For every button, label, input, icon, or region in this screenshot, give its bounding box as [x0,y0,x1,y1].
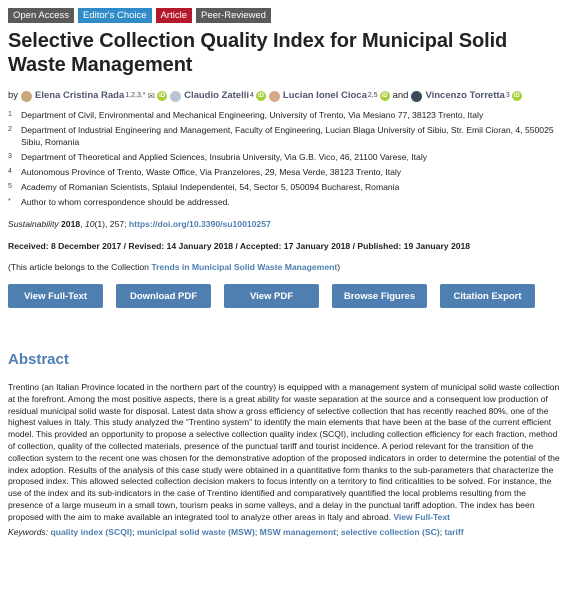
article-title: Selective Collection Quality Index for Municipal Solid Waste Management [8,30,508,76]
article-type-badge: Article [156,8,192,23]
peer-reviewed-badge[interactable]: Peer-Reviewed [196,8,271,23]
view-pdf-button[interactable]: View PDF [224,284,319,308]
affiliation-number: 3 [8,153,12,160]
keyword-link[interactable]: MSW management [259,526,337,537]
affiliation-text: Autonomous Province of Trento, Waste Office, Via Pranzelores, 29, Mesa Verde, 38123 Trento, Italy [21,167,402,177]
publication-dates: Received: 8 December 2017 / Revised: 14 January 2018 / Accepted: 17 January 2018 / Published: 19 January 2018 [8,241,471,251]
affiliation-text: Department of Industrial Engineering and Management, Faculty of Engineering, Lucian Blaga University of Sibiu, Str. Emil Cioran, 4, 550025 Sibiu, Romania [21,125,554,147]
doi-link[interactable]: https://doi.org/10.3390/su10010257 [128,219,271,229]
affiliation-number: 2 [8,126,12,133]
keyword-link[interactable]: selective collection (SC) [340,526,440,537]
author-name[interactable]: Vincenzo Torretta [425,90,505,101]
keywords-line: Keywords: quality index (SCQI); municipal solid waste (MSW); MSW management; selective collection (SC); tariff [8,526,464,537]
affiliation-item [8,196,561,208]
affiliation-item [8,109,561,121]
affiliation-item [8,151,561,163]
orcid-icon[interactable]: iD [381,93,388,99]
affiliation-superscript: 2,5 [367,92,378,99]
affiliation-number: * [8,198,11,205]
collection-prefix: (This article belongs to the Collection [8,262,152,272]
editors-choice-badge[interactable]: Editor's Choice [78,8,152,23]
affiliation-text: Author to whom correspondence should be addressed. [21,197,230,207]
author-avatar [21,91,32,102]
affiliation-superscript: 4 [250,92,254,99]
keywords-label: Keywords: [8,526,49,537]
orcid-icon[interactable]: iD [159,93,166,99]
citation-volume: 10 [84,219,95,229]
open-access-badge[interactable]: Open Access [8,8,74,23]
affiliation-superscript: 1,2,3,* [125,92,146,99]
collection-suffix: ) [337,262,341,272]
affiliation-number: 5 [8,183,12,190]
orcid-icon[interactable]: iD [257,93,264,99]
author-cioca[interactable] [269,89,390,103]
affiliation-item [8,181,561,193]
author-avatar [269,91,280,102]
affiliation-list [8,109,561,208]
keyword-link[interactable]: municipal solid waste (MSW) [136,526,255,537]
abstract-text [8,382,561,524]
abstract-heading: Abstract [8,351,69,368]
citation-year: 2018 [61,219,81,229]
author-zatelli[interactable] [170,89,266,103]
affiliation-text: Department of Theoretical and Applied Sciences, Insubria University, Via G.B. Vico, 46, 21100 Varese, Italy [21,152,428,162]
author-avatar [411,91,422,102]
collection-link[interactable]: Trends in Municipal Solid Waste Management [151,262,338,272]
and-label: and [392,90,409,101]
affiliation-text: Academy of Romanian Scientists, Splaiul Independentei, 54, Sector 5, 050094 Bucharest, Romania [21,182,400,192]
citation-line: Sustainability 2018, 10(1), 257; https://doi.org/10.3390/su10010257 [8,219,271,229]
author-name[interactable]: Elena Cristina Rada [35,90,125,101]
article-page [8,8,561,538]
journal-name: Sustainability [8,219,59,229]
author-rada[interactable] [21,89,167,103]
by-label: by [8,90,19,101]
mail-icon[interactable]: ✉ [147,91,156,101]
author-avatar [170,91,181,102]
keyword-link[interactable]: tariff [444,526,464,537]
author-name[interactable]: Lucian Ionel Cioca [282,90,367,101]
action-buttons [8,284,561,308]
orcid-icon[interactable]: iD [513,93,520,99]
browse-figures-button[interactable]: Browse Figures [332,284,427,308]
affiliation-number: 1 [8,111,12,118]
citation-export-button[interactable]: Citation Export [440,284,535,308]
citation-issue: (1) [94,219,106,229]
author-torretta[interactable] [411,89,521,103]
badge-row [8,8,561,23]
affiliation-item [8,124,561,148]
download-pdf-button[interactable]: Download PDF [116,284,211,308]
keyword-link[interactable]: quality index (SCQI) [50,526,133,537]
affiliation-superscript: 3 [505,92,510,99]
affiliation-number: 4 [8,168,12,175]
affiliation-item [8,166,561,178]
collection-note [8,261,561,273]
abstract-full-text-link[interactable]: View Full-Text [393,511,451,522]
citation-page: , 257; [105,219,129,229]
view-full-text-button[interactable]: View Full-Text [8,284,103,308]
author-name[interactable]: Claudio Zatelli [184,90,250,101]
author-list [8,89,561,103]
affiliation-text: Department of Civil, Environmental and Mechanical Engineering, University of Trento, Via Mesiano 77, 38123 Trento, Italy [21,110,484,120]
abstract-body: Trentino (an Italian Province located in the northern part of the country) is equipped with a management system of municipal solid waste collection at the forefront. Among the most positive aspects, there is a great ability for waste separation at the source and a consequent low production of residual municipal solid waste for disposal. Latest data show a gross efficiency of selective collection that has recently reached 80%, one of the highest values in Italy. This study analyzed the “Trentino system” to identify the main elements that have been at the base of the current efficient model. This provided an opportunity to propose a selective collection quality index (SCQI), including collection efficiency for each fraction, method of collection, quality of the collected materials, presence of the punctual tariff and tourist incidence. A period relevant for the transition of the collection system to the recent one was chosen for the demonstrative adoption of the proposed indicators in order to determine the potential of the index adoption. Results of the analysis of this case study were obtained in a quantitative form thanks to the sub-parameters that characterize the proposed index. This allowed selected collection decision makers to focus intently on a territory to find criticalities to be solved. For instance, the use of the index and its sub-indicators in the case of Trentino identified and comparatively quantified the local problems resulting from the presence of a large museum in a small town, tourism peaks in some valleys, and a delay in the punctual tariff adoption. The index has been proposed with the aim to make available an integrated tool to analyze other areas in Italy and abroad. [8,382,560,522]
